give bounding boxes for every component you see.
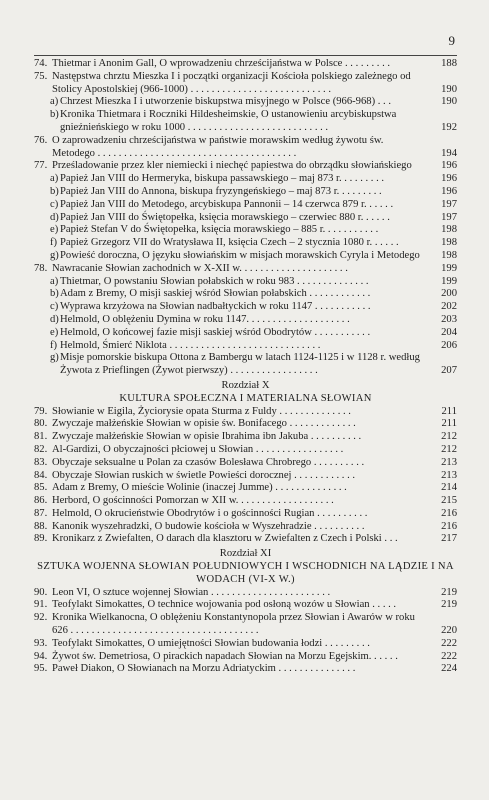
toc-entry[interactable]: [34, 521, 457, 534]
toc-entry[interactable]: [34, 599, 457, 612]
entry-page-number: 213: [441, 456, 457, 468]
entry-number: 90.: [34, 586, 48, 598]
entry-page-number: 211: [441, 405, 457, 417]
entry-title: Chrzest Mieszka I i utworzenie biskupstwa misyjnego w Polsce (966-968) . . .: [60, 96, 391, 108]
entry-title: Thietmar i Anonim Gall, O wprowadzeniu chrześcijaństwa w Polsce . . . . . . . . .: [52, 58, 391, 69]
entry-title: Zwyczaje małżeńskie Słowian w opisie Ibrahima ibn Jakuba . . . . . . . . . .: [52, 431, 362, 443]
entry-title: Helmold, O oblężeniu Dymina w roku 1147. . . . . . . . . . . . . . . . . . . .: [60, 313, 350, 325]
entry-number: c): [50, 198, 59, 210]
entry-page-number: 224: [441, 663, 457, 675]
entry-title: Kronikarz z Zwiefalten, O darach dla klasztoru w Zwiefalten z Czech i Polski . . .: [52, 533, 398, 545]
entry-title: Helmold, O okrucieństwie Obodrytów i o gościnności Rugian . . . . . . . . . .: [52, 507, 368, 519]
entry-number: 74.: [34, 58, 48, 69]
toc-subentry[interactable]: [34, 109, 457, 135]
entry-page-number: 215: [441, 495, 457, 507]
entry-title: Prześladowanie przez kler niemiecki i niechęć papiestwa do obrządku słowiańskiego: [52, 160, 412, 172]
entry-number: 76.: [34, 134, 48, 146]
entry-number: 88.: [34, 520, 48, 532]
entry-number: 85.: [34, 482, 48, 494]
entry-page-number: 199: [441, 275, 457, 287]
entry-number: g): [50, 249, 59, 261]
entry-page-number: 197: [441, 211, 457, 223]
entry-page-number: 220: [441, 625, 457, 637]
entry-page-number: 199: [441, 262, 457, 274]
toc-subentry[interactable]: [34, 352, 457, 378]
entry-number: 95.: [34, 663, 48, 675]
entry-page-number: 194: [441, 147, 457, 159]
entry-title: Papież Jan VIII do Metodego, arcybiskupa Pannonii – 14 czerwca 879 r. . . . . .: [60, 198, 394, 210]
toc-subentry[interactable]: [34, 288, 457, 301]
entry-number: 82.: [34, 443, 48, 455]
entry-page-number: 196: [441, 185, 457, 197]
entry-number: a): [50, 275, 59, 287]
entry-number: e): [50, 224, 59, 236]
entry-title: Teofylakt Simokattes, O umiejętności Słowian budowania łodzi . . . . . . . . .: [52, 637, 370, 649]
toc-entry[interactable]: [34, 663, 457, 676]
entry-page-number: 204: [441, 326, 457, 338]
toc-subentry[interactable]: [34, 237, 457, 250]
entry-number: 89.: [34, 533, 48, 545]
toc-subentry[interactable]: [34, 199, 457, 212]
entry-title: Kronika Wielkanocna, O oblężeniu Konstantynopola przez Słowian i Awarów w roku 626 . . . . . . . . . . . . . . . . . . . . . . . . . . . . . . . . . . . .: [52, 612, 415, 637]
entry-number: 83.: [34, 456, 48, 468]
entry-title: Papież Stefan V do Świętopełka, księcia morawskiego – 885 r. . . . . . . . . . .: [60, 224, 379, 236]
entry-title: Obyczaje seksualne u Polan za czasów Bolesława Chrobrego . . . . . . . . . .: [52, 456, 365, 468]
chapter-heading: [34, 548, 457, 586]
entry-page-number: 217: [441, 533, 457, 545]
toc-entry[interactable]: [34, 406, 457, 419]
entry-title: Helmold, Śmierć Niklota . . . . . . . . . . . . . . . . . . . . . . . . . . . . .: [60, 339, 321, 351]
entry-title: Nawracanie Słowian zachodnich w X-XII w. . . . . . . . . . . . . . . . . . . . .: [52, 262, 348, 274]
entry-page-number: 202: [441, 301, 457, 313]
header-rule: [34, 55, 457, 56]
entry-number: f): [50, 339, 58, 351]
entry-title: Adam z Bremy, O misji saskiej wśród Słowian połabskich . . . . . . . . . . . .: [60, 288, 371, 300]
entry-title: Papież Jan VIII do Świętopełka, księcia morawskiego – czerwiec 880 r. . . . . .: [60, 211, 390, 223]
entry-number: b): [50, 185, 59, 197]
entry-number: c): [50, 301, 59, 313]
toc-entry[interactable]: [34, 508, 457, 521]
entry-number: 84.: [34, 469, 48, 481]
entry-page-number: 188: [441, 58, 457, 69]
entry-title: Wyprawa krzyżowa na Słowian nadbałtyckich w roku 1147 . . . . . . . . . . .: [60, 301, 371, 313]
entry-page-number: 203: [441, 313, 457, 325]
entry-title: Al-Gardizi, O obyczajności płciowej u Słowian . . . . . . . . . . . . . . . . .: [52, 443, 344, 455]
entry-page-number: 216: [441, 520, 457, 532]
entry-number: 81.: [34, 431, 48, 443]
entry-title: Obyczaje Słowian ruskich w świetle Powieści dorocznej . . . . . . . . . . . .: [52, 469, 356, 481]
toc-entry[interactable]: [34, 651, 457, 664]
toc-subentry[interactable]: [34, 212, 457, 225]
table-of-contents: [34, 58, 457, 676]
entry-page-number: 196: [441, 160, 457, 172]
entry-title: Kanonik wyszehradzki, O budowie kościoła w Wyszehradzie . . . . . . . . . .: [52, 520, 365, 532]
entry-title: Papież Grzegorz VII do Wratysława II, księcia Czech – 2 stycznia 1080 r. . . . . .: [60, 237, 399, 249]
entry-page-number: 222: [441, 637, 457, 649]
toc-subentry[interactable]: [34, 314, 457, 327]
entry-page-number: 196: [441, 173, 457, 185]
toc-entry[interactable]: [34, 135, 457, 161]
entry-page-number: 198: [441, 237, 457, 249]
entry-title: Herbord, O gościnności Pomorzan w XII w. . . . . . . . . . . . . . . . . . .: [52, 495, 334, 507]
entry-number: b): [50, 288, 59, 300]
entry-page-number: 206: [441, 339, 457, 351]
entry-title: Następstwa chrztu Mieszka I i początki organizacji Kościoła polskiego zależnego od Stolicy Apostolskiej (966-1000) . . . . . . . . . . . . . . . . . . . . . . . . . . .: [52, 70, 411, 95]
entry-title: Kronika Thietmara i Roczniki Hildesheimskie, O ustanowieniu arcybiskupstwa gnieźnieńskiego w roku 1000 . . . . . . . . . . . . . . . . . . . . . . . . . . .: [60, 109, 397, 133]
entry-number: 92.: [34, 612, 48, 624]
toc-subentry[interactable]: [34, 173, 457, 186]
entry-page-number: 190: [441, 96, 457, 108]
entry-page-number: 219: [441, 599, 457, 611]
entry-title: Papież Jan VIII do Annona, biskupa fryzyngeńskiego – maj 873 r. . . . . . . . .: [60, 185, 382, 197]
entry-number: d): [50, 313, 59, 325]
toc-subentry[interactable]: [34, 250, 457, 263]
entry-number: 91.: [34, 599, 48, 611]
entry-number: a): [50, 173, 59, 185]
toc-entry[interactable]: [34, 470, 457, 483]
entry-title: Misje pomorskie biskupa Ottona z Bambergu w latach 1124-1125 i w 1128 r. według Żywota z Prieflingen (Żywot pierwszy) . . . . . . . . . . . . . . . . .: [60, 352, 420, 377]
entry-title: Zwyczaje małżeńskie Słowian w opisie św. Bonifacego . . . . . . . . . . . . .: [52, 418, 356, 430]
toc-subentry[interactable]: [34, 340, 457, 353]
entry-number: d): [50, 211, 59, 223]
entry-page-number: 211: [441, 418, 457, 430]
entry-page-number: 198: [441, 224, 457, 236]
entry-title: O zaprowadzeniu chrześcijaństwa w państwie morawskim według żywotu św. Metodego . . . . . . . . . . . . . . . . . . . . . . . . . . . . . . . . . . . . . .: [52, 134, 384, 159]
toc-entry[interactable]: [34, 638, 457, 651]
entry-page-number: 216: [441, 507, 457, 519]
entry-number: 78.: [34, 262, 48, 274]
chapter-heading: [34, 380, 457, 406]
entry-page-number: 190: [441, 83, 457, 95]
entry-title: Słowianie w Eigila, Życiorysie opata Sturma z Fuldy . . . . . . . . . . . . . .: [52, 405, 351, 417]
toc-entry[interactable]: [34, 263, 457, 276]
toc-entry[interactable]: [34, 457, 457, 470]
toc-entry[interactable]: [34, 71, 457, 97]
toc-entry[interactable]: [34, 444, 457, 457]
toc-subentry[interactable]: [34, 96, 457, 109]
entry-number: 87.: [34, 507, 48, 519]
entry-title: Powieść doroczna, O języku słowiańskim w misjach morawskich Cyryla i Metodego: [60, 249, 420, 261]
chapter-number: Rozdział X: [221, 379, 270, 391]
toc-entry[interactable]: [34, 495, 457, 508]
entry-page-number: 212: [441, 443, 457, 455]
entry-number: 75.: [34, 70, 48, 82]
entry-number: 79.: [34, 405, 48, 417]
entry-number: 77.: [34, 160, 48, 172]
entry-number: f): [50, 237, 58, 249]
entry-page-number: 200: [441, 288, 457, 300]
entry-number: e): [50, 326, 59, 338]
entry-page-number: 219: [441, 586, 457, 598]
entry-page-number: 197: [441, 198, 457, 210]
entry-title: Papież Jan VIII do Hermeryka, biskupa passawskiego – maj 873 r. . . . . . . . .: [60, 173, 385, 185]
page-number: 9: [448, 33, 455, 48]
toc-subentry[interactable]: [34, 224, 457, 237]
entry-title: Żywot św. Demetriosa, O pirackich napadach Słowian na Morzu Egejskim. . . . . .: [52, 650, 398, 662]
entry-number: g): [50, 352, 59, 364]
toc-entry[interactable]: [34, 58, 457, 71]
entry-number: 94.: [34, 650, 48, 662]
entry-title: Paweł Diakon, O Słowianach na Morzu Adriatyckim . . . . . . . . . . . . . . .: [52, 663, 356, 675]
entry-page-number: 222: [441, 650, 457, 662]
chapter-number: Rozdział XI: [219, 548, 272, 560]
entry-page-number: 192: [441, 121, 457, 133]
entry-page-number: 213: [441, 469, 457, 481]
toc-entry[interactable]: [34, 533, 457, 546]
entry-title: Adam z Bremy, O mieście Wolinie (inaczej Jumme) . . . . . . . . . . . . . .: [52, 482, 347, 494]
chapter-title: KULTURA SPOŁECZNA I MATERIALNA SŁOWIAN: [119, 392, 372, 404]
chapter-title: SZTUKA WOJENNA SŁOWIAN POŁUDNIOWYCH I WSCHODNICH NA LĄDZIE I NA WODACH (VI-X W.): [37, 561, 454, 585]
toc-subentry[interactable]: [34, 186, 457, 199]
entry-number: a): [50, 96, 59, 108]
entry-number: 93.: [34, 637, 48, 649]
toc-subentry[interactable]: [34, 276, 457, 289]
toc-entry[interactable]: [34, 418, 457, 431]
entry-page-number: 214: [441, 482, 457, 494]
entry-page-number: 198: [441, 249, 457, 261]
toc-entry[interactable]: [34, 612, 457, 638]
entry-number: 86.: [34, 495, 48, 507]
toc-subentry[interactable]: [34, 301, 457, 314]
toc-entry[interactable]: [34, 160, 457, 173]
entry-number: b): [50, 109, 59, 121]
toc-entry[interactable]: [34, 482, 457, 495]
entry-page-number: 207: [441, 365, 457, 377]
entry-page-number: 212: [441, 431, 457, 443]
toc-subentry[interactable]: [34, 327, 457, 340]
entry-title: Thietmar, O powstaniu Słowian połabskich w roku 983 . . . . . . . . . . . . . .: [60, 275, 369, 287]
entry-title: Teofylakt Simokattes, O technice wojowania pod osłoną wozów u Słowian . . . . .: [52, 599, 397, 611]
entry-title: Helmold, O końcowej fazie misji saskiej wśród Obodrytów . . . . . . . . . . .: [60, 326, 371, 338]
toc-entry[interactable]: [34, 431, 457, 444]
entry-title: Leon VI, O sztuce wojennej Słowian . . . . . . . . . . . . . . . . . . . . . . .: [52, 586, 331, 598]
entry-number: 80.: [34, 418, 48, 430]
toc-entry[interactable]: [34, 587, 457, 600]
